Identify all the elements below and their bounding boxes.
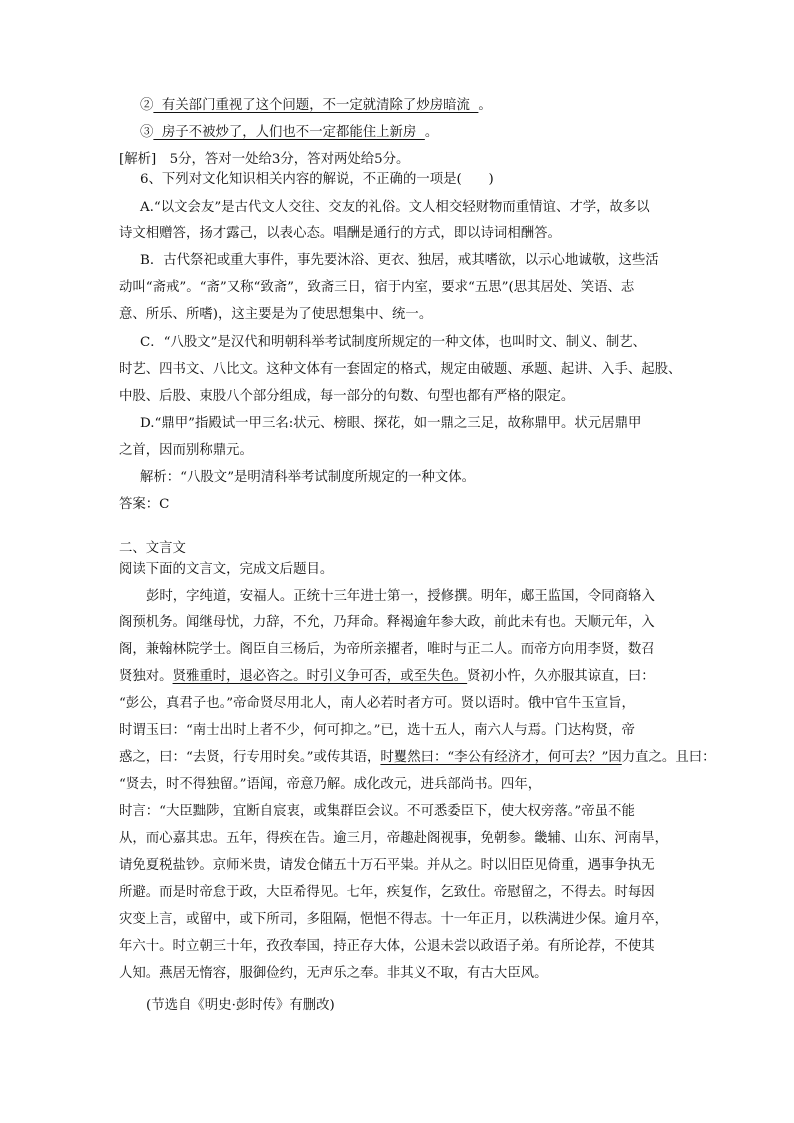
option-c-line-1: C．“八股文”是汉代和明朝科举考试制度所规定的一种文体，也叫时文、制义、制艺、 — [140, 335, 646, 350]
passage-line-4-end: 贤初小忤，久亦服其谅直，曰： — [467, 669, 655, 684]
passage-line-1: 彭时，字纯道，安福人。正统十三年进士第一，授修撰。明年，郕王监国，令同商辂入 — [146, 589, 655, 604]
option-c-line-2: 时艺、四书文、八比文。这种文体有一套固定的格式，规定由破题、承题、起讲、入手、起股、 — [119, 362, 682, 377]
option-b-line-1: B．古代祭祀或重大事件，事先要沐浴、更衣、独居，戒其嗜欲，以示心地诚敬，这些活 — [140, 253, 659, 268]
item-2 — [140, 96, 492, 116]
item-3-answer: 房子不被炒了，人们也不一定都能住上新房 — [153, 125, 425, 140]
option-a-line-1: A.“以文会友”是古代文人交往、交友的礼俗。文人相交轻财物而重情谊、才学，故多以 — [140, 200, 650, 215]
passage-line-5: “彭公，真君子也。”帝命贤尽用北人，南人必若时者方可。贤以语时。俄中官牛玉宣旨， — [119, 696, 635, 711]
top-analysis: [解析] 5分，答对一处给3分，答对两处给5分。 — [119, 152, 410, 167]
option-d-line-2: 之首，因而别称鼎元。 — [119, 443, 253, 458]
passage-underlined-sentence-2: 时矍然曰：“李公有经济才，何可去？”因 — [380, 750, 622, 765]
option-a-line-2: 诗文相赠答，扬才露己，以表心态。唱酬是通行的方式，即以诗词相酬答。 — [119, 226, 561, 241]
passage-line-10: 从，而心嘉其忠。五年，得疾在告。逾三月，帝趣赴阁视事，免朝参。畿辅、山东、河南旱， — [119, 831, 669, 846]
passage-line-9: 时言：“大臣黜陟，宜断自宸衷，或集群臣会议。不可悉委臣下，使大权旁落。”帝虽不能 — [119, 804, 635, 819]
item-2-number: ② — [140, 98, 154, 113]
passage-line-12: 所避。而是时帝怠于政，大臣希得见。七年，疾复作，乞致仕。帝慰留之，不得去。时每因 — [119, 885, 655, 900]
section-heading: 二、文言文 — [119, 541, 186, 556]
item-3-suffix: 。 — [424, 125, 439, 140]
passage-line-2: 阁预机务。闻继母忧，力辞，不允，乃拜命。释褐逾年参大政，前此未有也。天顺元年，入 — [119, 615, 655, 630]
passage-line-6: 时谓玉曰：“南士出时上者不少，何可抑之。”已，选十五人，南六人与焉。门达构贤，帝 — [119, 723, 635, 738]
passage-line-11: 请免夏税盐钞。京师米贵，请发仓储五十万石平粜。并从之。时以旧臣见倚重，遇事争执无 — [119, 858, 655, 873]
passage-underlined-sentence-1: 贤雅重时，退必咨之。时引义争可否，或至失色。 — [172, 669, 468, 684]
passage-line-4-start: 贤独对。 — [119, 669, 173, 684]
passage-line-7 — [119, 748, 716, 768]
item-2-suffix: 。 — [478, 98, 492, 113]
passage-line-13: 灾变上言，或留中，或下所司，多阻隔，悒悒不得志。十一年正月，以秩满进少保。逾月卒， — [119, 912, 669, 927]
passage-line-7-end: 力直之。且曰： — [621, 750, 716, 765]
passage-line-8: “贤去，时不得独留。”语闻，帝意乃解。成化改元，进兵部尚书。四年， — [119, 777, 542, 792]
question-6-stem: 6、下列对文化知识相关内容的解说，不正确的一项是( ) — [140, 172, 494, 187]
option-d-line-1: D.“鼎甲”指殿试一甲三名:状元、榜眼、探花，如一鼎之三足，故称鼎甲。状元居鼎甲 — [140, 416, 642, 431]
passage-line-4 — [119, 667, 655, 687]
item-3-number: ③ — [140, 125, 154, 140]
passage-line-14: 年六十。时立朝三十年，孜孜奉国，持正存大体，公退未尝以政语子弟。有所论荐，不使其 — [119, 939, 655, 954]
question-6-analysis: 解析：“八股文”是明清科举考试制度所规定的一种文体。 — [140, 470, 476, 485]
passage-line-3: 阁，兼翰林院学士。阁臣自三杨后，为帝所亲擢者，唯时与正二人。而帝方向用李贤，数召 — [119, 642, 655, 657]
passage-line-15: 人知。燕居无惰容，服御俭约，无声乐之奉。非其义不取，有古大臣风。 — [119, 966, 548, 981]
option-b-line-2: 动叫“斋戒”。“斋”又称“致斋”，致斋三日，宿于内室，要求“五思”(思其居处、笑语、志 — [119, 280, 635, 295]
option-c-line-3: 中股、后股、束股八个部分组成，每一部分的句数、句型也都有严格的限定。 — [119, 389, 575, 404]
passage-line-7-start: 惑之，曰：“去贤，行专用时矣。”或传其语， — [119, 750, 381, 765]
item-3 — [140, 123, 438, 143]
passage-source: (节选自《明史·彭时传》有删改) — [146, 998, 335, 1013]
item-2-answer: 有关部门重视了这个问题，不一定就清除了炒房暗流 — [153, 98, 479, 113]
option-b-line-3: 意、所乐、所嗜)，这主要是为了使思想集中、统一。 — [119, 307, 433, 322]
question-6-answer: 答案：C — [119, 497, 170, 512]
section-instruction: 阅读下面的文言文，完成文后题目。 — [119, 562, 334, 577]
